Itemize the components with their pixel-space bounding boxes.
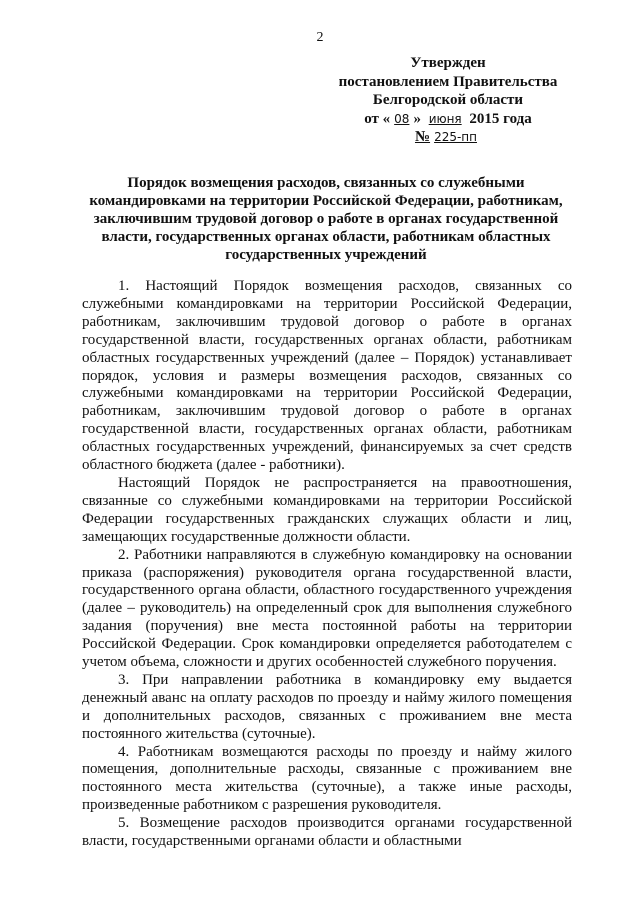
date-day: 08 — [394, 111, 410, 126]
approval-line-3: Белгородской области — [372, 92, 524, 108]
paragraph-1: 1. Настоящий Порядок возмещения расходов, связанных со служебными командировками на территории Российской Федерации, работникам, заключившим трудовой договор о работе в органах государственной власти, государственных органах области, работникам областных государственных учреждений (далее – Порядок) устанавливает порядок, условия и размеры возмещения расходов, связанных со служебными командировками на территории Российской Федерации, работникам, заключившим трудовой договор о работе в органах государственной власти, государственных органах области, работникам областных государственных учреждений, финансируемых за счет средств областного бюджета (далее - работники). — [82, 278, 572, 474]
paragraph-6: 5. Возмещение расходов производится органами государственной власти, государственными органами области и областными — [82, 815, 572, 850]
page-number: 2 — [316, 30, 324, 45]
document-body — [82, 278, 572, 851]
date-month: июня — [428, 111, 462, 126]
approval-date — [328, 110, 568, 129]
number-value: 225-пп — [434, 130, 477, 144]
approval-line-2: постановлением Правительства — [338, 73, 558, 90]
number-prefix: № — [414, 129, 431, 145]
date-year: 2015 года — [469, 110, 532, 127]
paragraph-3: 2. Работники направляются в служебную командировку на основании приказа (распоряжения) руководителя органа государственной власти, государственного органа области, областного государственного учреждения (далее – руководитель) на определенный срок для выполнения служебного задания (поручения) вне места постоянной работы на территории Российской Федерации. Срок командировки определяется работодателем с учетом объема, сложности и других особенностей служебного поручения. — [82, 546, 572, 671]
paragraph-2: Настоящий Порядок не распространяется на правоотношения, связанные со служебными командировками на территории Российской Федерации государственных гражданских служащих области и лиц, замещающих государственные должности области. — [82, 474, 572, 545]
date-day-suffix: » — [413, 110, 421, 127]
approval-block — [328, 54, 568, 147]
date-prefix: от « — [364, 110, 391, 127]
document-title: Порядок возмещения расходов, связанных со служебными командировками на территории Российской Федерации, работникам, заключившим трудовой договор о работе в органах государственной власти, государственных органах области, работникам областных государственных учреждений — [89, 175, 563, 263]
approval-line-1: Утвержден — [410, 55, 486, 71]
paragraph-5: 4. Работникам возмещаются расходы по проезду и найму жилого помещения, дополнительные расходы, связанные с проживанием вне постоянного места жительства (суточные), а также иные расходы, произведенные работником с разрешения руководителя. — [82, 743, 572, 814]
paragraph-4: 3. При направлении работника в командировку ему выдается денежный аванс на оплату расходов по проезду и найму жилого помещения и дополнительных расходов, связанных с проживанием вне места постоянного жительства (суточные). — [82, 671, 572, 742]
approval-number — [328, 128, 568, 147]
